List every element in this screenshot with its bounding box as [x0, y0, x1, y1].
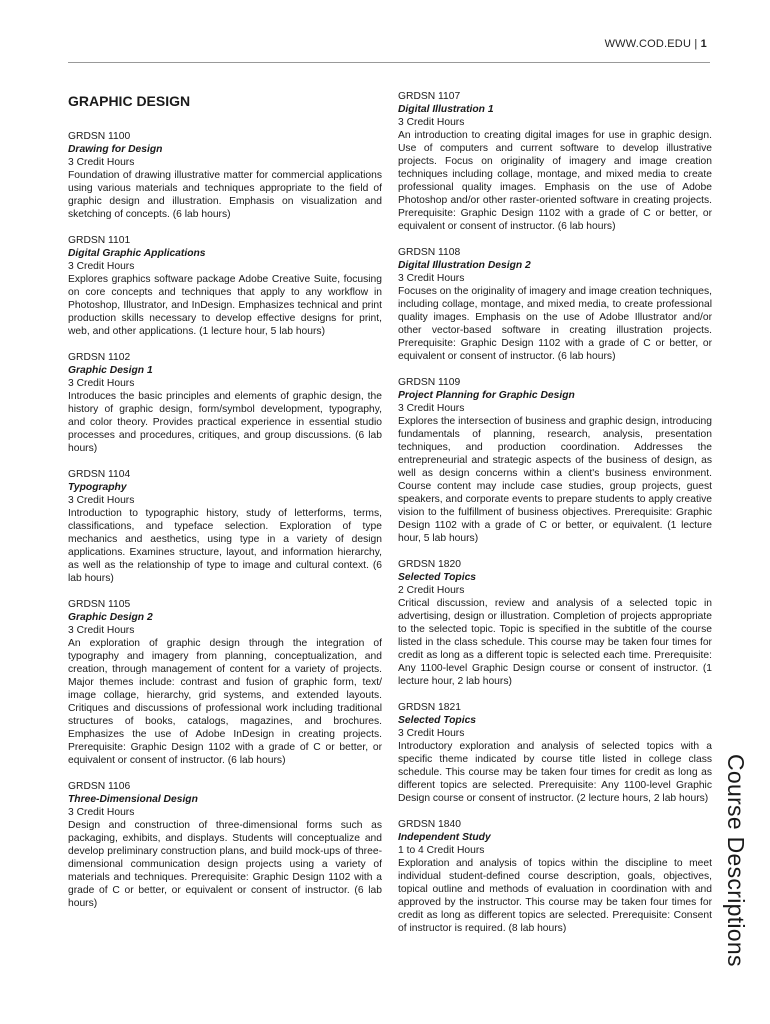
page-header — [605, 38, 707, 50]
course-credits: 3 Credit Hours — [68, 378, 135, 389]
course-name: Project Planning for Graphic Design — [398, 390, 575, 401]
course-description: Introduces the basic principles and elements of graphic design, the history of graphic design, form/symbol development, typography, and color theory. Provides practical experience in essential studio processes and procedures, critiques, and group discussions. (6 lab hours) — [68, 391, 382, 454]
course-code: GRDSN 1102 — [68, 352, 131, 363]
course-credits: 3 Credit Hours — [68, 625, 135, 636]
course-entry — [68, 351, 382, 455]
course-description: Introductory exploration and analysis of selected topics with a specific theme indicated by course title listed in college class schedule. This course may be taken four times for credit as long as different topics are selected. Prerequisite: Any 1100-level Graphic Design course or consent of instructor. (2 lecture hours, 2 lab hours) — [398, 741, 712, 804]
course-entry — [68, 598, 382, 767]
header-separator: | — [691, 38, 701, 50]
course-name: Digital Illustration Design 2 — [398, 260, 531, 271]
course-code: GRDSN 1105 — [68, 599, 131, 610]
course-code: GRDSN 1109 — [398, 377, 461, 388]
course-code: GRDSN 1101 — [68, 235, 131, 246]
course-entry — [68, 780, 382, 910]
header-url: WWW.COD.EDU — [604, 38, 692, 50]
course-name: Graphic Design 1 — [68, 365, 153, 376]
course-entry — [398, 90, 712, 233]
course-entry — [398, 818, 712, 935]
header-rule — [68, 62, 710, 63]
course-description: Exploration and analysis of topics within the discipline to meet individual student-defined course description, goals, objectives, topical outline and methods of evaluation in coordination with and approved by the instructor. This course may be taken four times for credit as long as different topics are selected. Prerequisite: Consent of instructor is required. (8 lab hours) — [398, 858, 712, 934]
section-title: GRAPHIC DESIGN — [68, 93, 191, 109]
course-entry — [398, 701, 712, 805]
course-code: GRDSN 1106 — [68, 781, 131, 792]
course-description: Explores the intersection of business and graphic design, introducing fundamentals of planning, research, analysis, presentation techniques, and production coordination. Addresses the entrepreneurial and strategic aspects of the business of design, as well as design concerns within a client's business environment. Course content may include case studies, group projects, guest speakers, and corporate events to prepare students to apply creative vision to the fulfillment of business objectives. Prerequisite: Graphic Design 1102 with a grade of C or better, or equivalent. (1 lecture hour, 5 lab hours) — [398, 416, 712, 544]
course-credits: 3 Credit Hours — [68, 807, 135, 818]
page-number: 1 — [700, 38, 707, 50]
course-credits: 3 Credit Hours — [68, 495, 135, 506]
course-name: Drawing for Design — [68, 144, 163, 155]
side-section-label: Course Descriptions — [723, 754, 749, 967]
course-credits: 3 Credit Hours — [398, 403, 465, 414]
course-code: GRDSN 1104 — [68, 469, 131, 480]
course-entry — [398, 376, 712, 545]
course-code: GRDSN 1108 — [398, 247, 461, 258]
course-code: GRDSN 1821 — [398, 702, 461, 713]
course-credits: 2 Credit Hours — [398, 585, 465, 596]
course-entry — [398, 558, 712, 688]
course-name: Three-Dimensional Design — [68, 794, 198, 805]
course-name: Digital Graphic Applications — [68, 248, 206, 259]
course-description: An exploration of graphic design through the integration of typography and imagery from planning, conceptualization, and creation, through management of content for a variety of projects. Major themes include: contrast and fusion of graphic form, text/ image collage, hierarchy, grid systems, and extended layouts. Critiques and discussions of professional work including traditional structures of books, catalogs, magazines, and brochures. Emphasizes the use of Adobe InDesign in creating projects. Prerequisite: Graphic Design 1102 with a grade of C or better, or equivalent or consent of instructor. (6 lab hours) — [68, 638, 382, 766]
course-description: Focuses on the originality of imagery and image creation techniques, including collage, montage, and mixed media, to create professional quality images. Emphasis on the use of Adobe Illustrator and/or other vector-based software in creating illustration projects. Prerequisite: Graphic Design 1102 with a grade of C or better, or equivalent or consent of instructor. (6 lab hours) — [398, 286, 712, 362]
course-entry — [398, 246, 712, 363]
course-credits: 3 Credit Hours — [398, 728, 465, 739]
course-code: GRDSN 1840 — [398, 819, 461, 830]
course-name: Graphic Design 2 — [68, 612, 153, 623]
left-column — [68, 90, 382, 923]
course-name: Typography — [68, 482, 127, 493]
course-name: Independent Study — [398, 832, 491, 843]
course-credits: 3 Credit Hours — [398, 117, 465, 128]
right-column — [398, 90, 712, 948]
course-description: Explores graphics software package Adobe Creative Suite, focusing on core concepts and techniques that apply to any workflow in Photoshop, Illustrator, and InDesign. Emphasizes technical and print production skills necessary to develop effective designs for print, web, and other applications. (1 lecture hour, 5 lab hours) — [68, 274, 382, 337]
course-entry — [68, 130, 382, 221]
course-code: GRDSN 1820 — [398, 559, 461, 570]
course-entry — [68, 234, 382, 338]
course-credits: 3 Credit Hours — [68, 261, 135, 272]
course-name: Selected Topics — [398, 572, 477, 583]
course-description: Introduction to typographic history, study of letterforms, terms, classifications, and typeface selection. Exploration of type mechanics and aesthetics, using type in a variety of design applications. Examines structure, layout, and information hierarchy, as well as the relationship of type to image and cultural context. (6 lab hours) — [68, 508, 382, 584]
course-description: An introduction to creating digital images for use in graphic design. Use of computers and current software to develop illustrative projects. Focus on originality of imagery and image creation techniques including collage, montage, and mixed media to create professional quality images. Emphasis on the use of Adobe Photoshop and/or other raster-oriented software in creating projects. Prerequisite: Graphic Design 1102 with a grade of C or better, or equivalent or consent of instructor. (6 lab hours) — [398, 130, 712, 232]
course-credits: 3 Credit Hours — [398, 273, 465, 284]
course-credits: 3 Credit Hours — [68, 157, 135, 168]
course-name: Selected Topics — [398, 715, 477, 726]
course-description: Design and construction of three-dimensional forms such as packaging, exhibits, and displays. Students will conceptualize and develop preliminary construction plans, and build mock-ups of three-dimensional communication design projects using a variety of materials and techniques. Prerequisite: Graphic Design 1102 with a grade of C or better, or equivalent or consent of instructor. (6 lab hours) — [68, 820, 382, 909]
course-code: GRDSN 1107 — [398, 91, 461, 102]
course-description: Foundation of drawing illustrative matter for commercial applications using various materials and techniques appropriate to the field of graphic design and illustration. Emphasis on visualization and sketching of concepts. (6 lab hours) — [68, 170, 382, 220]
course-credits: 1 to 4 Credit Hours — [398, 845, 485, 856]
course-description: Critical discussion, review and analysis of a selected topic in advertising, design or illustration. Completion of projects appropriate to the selected topic. Topic is specified in the subtitle of the course listed in the class schedule. This course may be taken four times for credit as long as a different topic is selected each time. Prerequisite: Any 1100-level Graphic Design course or consent of instructor. (1 lecture hour, 2 lab hours) — [398, 598, 712, 687]
course-code: GRDSN 1100 — [68, 131, 131, 142]
course-name: Digital Illustration 1 — [398, 104, 494, 115]
course-entry — [68, 468, 382, 585]
